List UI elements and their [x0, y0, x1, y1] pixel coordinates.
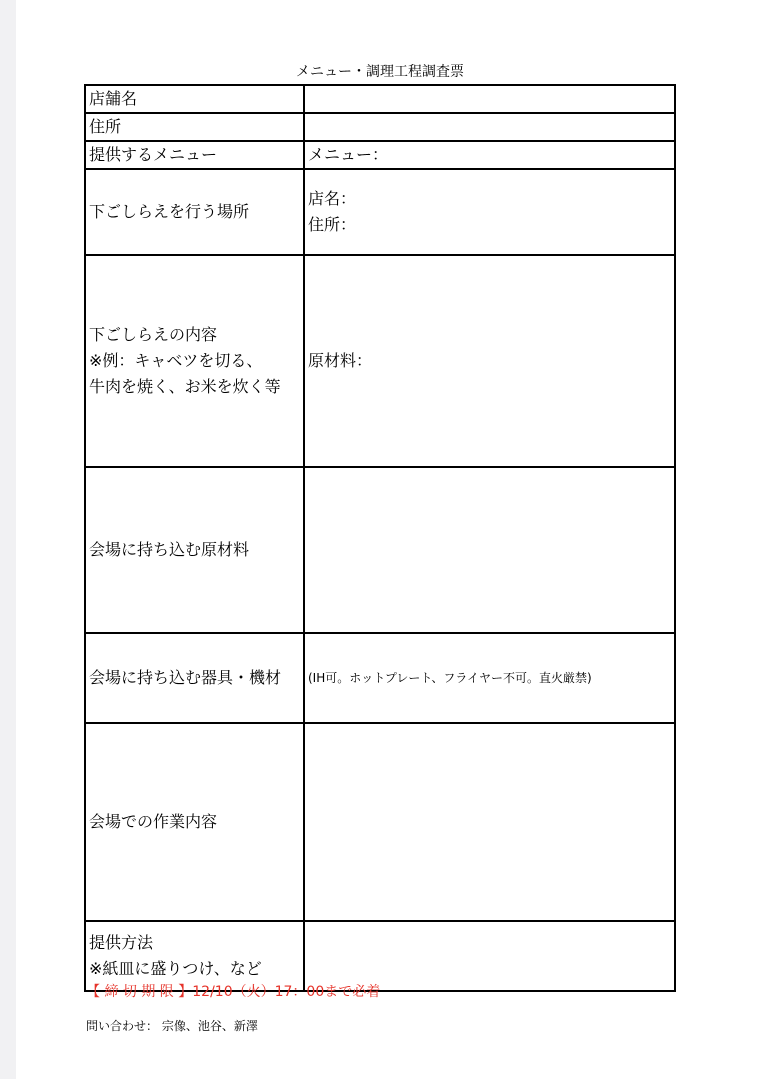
table-row — [85, 85, 675, 113]
table-row — [85, 633, 675, 723]
prep-content-label-line: 下ごしらえの内容 — [89, 325, 218, 344]
form-title: メニュー・調理工程調査票 — [296, 64, 464, 80]
work-field[interactable] — [304, 723, 675, 921]
work-label: 会場での作業内容 — [85, 723, 304, 921]
equipment-note: (IH可。ホットプレート、フライヤー不可。直火厳禁) — [308, 670, 592, 685]
prep-store-name-text: 店名： — [308, 189, 357, 208]
prep-address-text: 住所： — [308, 215, 357, 234]
prep-content-example-line: 牛肉を焼く、お米を炊く等 — [89, 377, 281, 396]
table-row — [85, 921, 675, 991]
table-row — [85, 723, 675, 921]
menu-field[interactable]: メニュー： — [304, 141, 675, 169]
contact-info: 問い合わせ： 宗像、池谷、新澤 — [86, 1019, 258, 1033]
address-field[interactable] — [304, 113, 675, 141]
prep-place-field[interactable] — [304, 169, 675, 255]
prep-content-label — [85, 255, 304, 467]
equipment-field[interactable] — [304, 633, 675, 723]
survey-table — [84, 84, 676, 992]
prep-content-example-line: ※例：キャベツを切る、 — [89, 351, 263, 370]
materials-field[interactable] — [304, 467, 675, 633]
serving-field[interactable] — [304, 921, 675, 991]
table-row — [85, 141, 675, 169]
store-name-field[interactable] — [304, 85, 675, 113]
table-row — [85, 255, 675, 467]
table-row — [85, 169, 675, 255]
serving-label-line: 提供方法 — [89, 933, 154, 952]
table-row — [85, 467, 675, 633]
equipment-label: 会場に持ち込む器具・機材 — [85, 633, 304, 723]
store-name-label: 店舗名 — [85, 85, 304, 113]
table-row — [85, 113, 675, 141]
address-label: 住所 — [85, 113, 304, 141]
serving-example-line: ※紙皿に盛りつけ、など — [89, 959, 262, 978]
prep-content-field[interactable] — [304, 255, 675, 467]
deadline-notice: 【 締 切 期 限 】12/10（火）17：00まで必着 — [86, 984, 381, 1000]
raw-materials-text: 原材料： — [308, 351, 373, 370]
menu-label: 提供するメニュー — [85, 141, 304, 169]
materials-label: 会場に持ち込む原材料 — [85, 467, 304, 633]
page-margin — [0, 0, 16, 1079]
serving-label — [85, 921, 304, 991]
prep-place-label: 下ごしらえを行う場所 — [85, 169, 304, 255]
